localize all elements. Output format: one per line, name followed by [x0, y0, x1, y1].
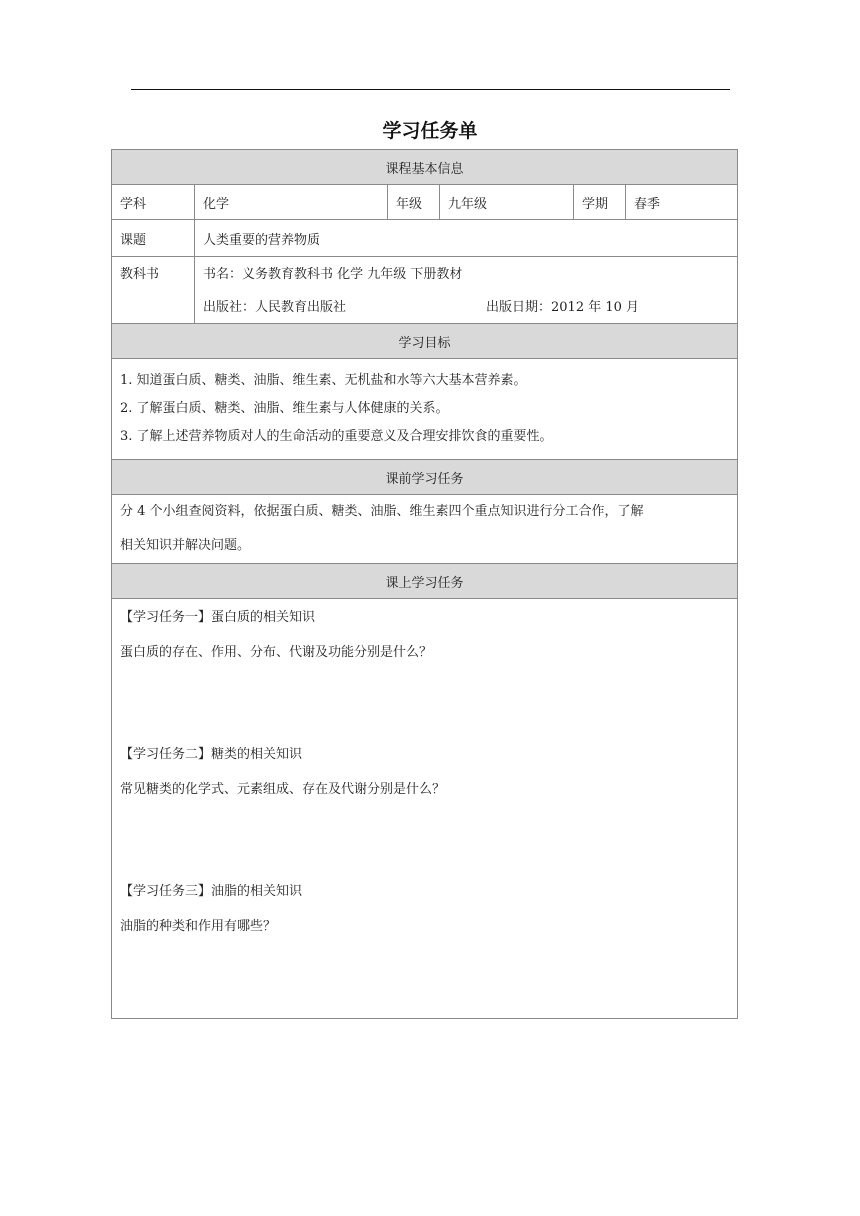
in-class-row — [112, 599, 738, 1019]
textbook-row — [112, 257, 738, 324]
subject-row — [112, 185, 738, 220]
in-class-header: 课上学习任务 — [112, 564, 738, 599]
task-question: 常见糖类的化学式、元素组成、存在及代谢分别是什么？ — [120, 782, 446, 797]
objectives-header: 学习目标 — [112, 324, 738, 359]
document-title: 学习任务单 — [382, 120, 478, 142]
pre-class-line: 分 4 个小组查阅资料，依据蛋白质、糖类、油脂、维生素四个重点知识进行分工合作，了解 — [120, 504, 644, 519]
in-class-header-row — [112, 564, 738, 599]
task-sheet-table — [111, 149, 738, 1019]
pre-class-text — [112, 495, 738, 564]
task-title: 【学习任务一】蛋白质的相关知识 — [120, 610, 316, 625]
pre-class-row — [112, 495, 738, 564]
objective-item: 2. 了解蛋白质、糖类、油脂、维生素与人体健康的关系。 — [120, 401, 449, 416]
pre-class-header-row — [112, 460, 738, 495]
pre-class-header: 课前学习任务 — [112, 460, 738, 495]
basic-info-header-row — [112, 150, 738, 185]
textbook-label-text: 教科书 — [120, 267, 160, 282]
task-question: 油脂的种类和作用有哪些？ — [120, 919, 277, 934]
pre-class-line: 相关知识并解决问题。 — [120, 538, 251, 553]
topic-label: 课题 — [112, 220, 195, 257]
textbook-publish-line — [203, 290, 729, 323]
basic-info-header: 课程基本信息 — [112, 150, 738, 185]
objectives-list — [112, 359, 738, 460]
topic-row — [112, 220, 738, 257]
subject-label: 学科 — [112, 185, 195, 220]
objective-item: 3. 了解上述营养物质对人的生命活动的重要意义及合理安排饮食的重要性。 — [120, 429, 553, 444]
header-rule — [131, 89, 730, 90]
textbook-label — [112, 257, 195, 324]
objectives-row — [112, 359, 738, 460]
objectives-header-row — [112, 324, 738, 359]
task-block-protein — [120, 607, 729, 744]
topic-value: 人类重要的营养物质 — [195, 220, 738, 257]
term-label: 学期 — [574, 185, 626, 220]
task-question: 蛋白质的存在、作用、分布、代谢及功能分别是什么？ — [120, 645, 433, 660]
in-class-tasks — [112, 599, 738, 1019]
task-title: 【学习任务二】糖类的相关知识 — [120, 747, 303, 762]
task-title: 【学习任务三】油脂的相关知识 — [120, 884, 303, 899]
subject-value: 化学 — [195, 185, 388, 220]
grade-value: 九年级 — [440, 185, 574, 220]
task-block-fat — [120, 881, 729, 1018]
textbook-name: 书名：义务教育教科书 化学 九年级 下册教材 — [203, 267, 463, 282]
task-block-sugar — [120, 744, 729, 881]
objective-item: 1. 知道蛋白质、糖类、油脂、维生素、无机盐和水等六大基本营养素。 — [120, 373, 527, 388]
textbook-details — [195, 257, 738, 324]
term-value: 春季 — [626, 185, 738, 220]
publish-date: 出版日期：2012 年 10 月 — [486, 300, 640, 315]
grade-label: 年级 — [388, 185, 440, 220]
publisher: 出版社：人民教育出版社 — [203, 300, 347, 315]
